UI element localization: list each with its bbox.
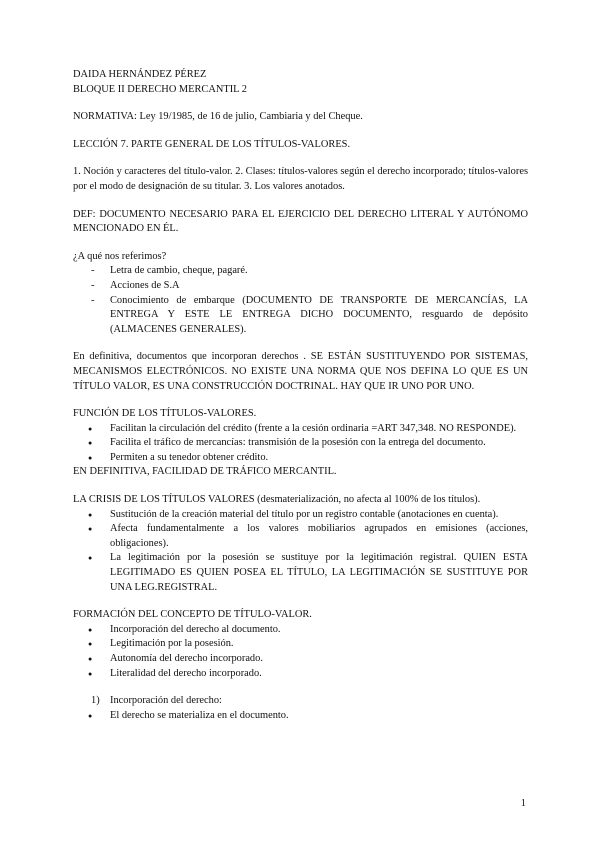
list-item: - Conocimiento de embarque (DOCUMENTO DE TRANSPORTE DE MERCANCÍAS, LA ENTREGA Y ESTE LE ENTREGA DICHO DOCUMENTO, resguardo de depósito (ALMACENES GENERALES). <box>73 294 528 338</box>
document-page <box>73 68 528 723</box>
numbered-label: Incorporación del derecho: <box>110 695 222 707</box>
course-title: BLOQUE II DERECHO MERCANTIL 2 <box>73 83 247 95</box>
author-name: DAIDA HERNÁNDEZ PÉREZ <box>73 69 207 80</box>
list-item: ● Facilita el tráfico de mercancías: transmisión de la posesión con la entrega del documento. <box>73 436 528 451</box>
list-number: 1) <box>91 695 100 707</box>
list-item: ● El derecho se materializa en el documento. <box>73 709 528 724</box>
list-item: ● Incorporación del derecho al documento. <box>73 623 528 638</box>
conclusion-paragraph: En definitiva, documentos que incorporan derechos . SE ESTÁN SUSTITUYENDO POR SISTEMAS, MECANISMOS ELECTRÓNICOS. NO EXISTE UNA NORMA QUE NOS DEFINA LO QUE ES UN TÍTULO VALOR, ES UNA CONSTRUCCIÓN DOCTRINAL. HAY QUE IR UNO POR UNO. <box>73 351 528 392</box>
formacion-list <box>73 623 528 681</box>
list-item: - Acciones de S.A <box>73 279 528 294</box>
question: ¿A qué nos referimos? <box>73 250 167 262</box>
definition: DEF: DOCUMENTO NECESARIO PARA EL EJERCICIO DEL DERECHO LITERAL Y AUTÓNOMO MENCIONADO EN ÉL. <box>73 208 528 235</box>
numbered-sub-list <box>73 709 528 724</box>
crisis-list <box>73 508 528 596</box>
list-item: ● Facilitan la circulación del crédito (frente a la cesión ordinaria =ART 347,348. NO RESPONDE). <box>73 422 528 437</box>
funcion-title: FUNCIÓN DE LOS TÍTULOS-VALORES. <box>73 408 257 420</box>
list-item: ● Sustitución de la creación material del título por un registro contable (anotaciones en cuenta). <box>73 508 528 523</box>
list-item: ● Afecta fundamentalmente a los valores mobiliarios agrupados en emisiones (acciones, obligaciones). <box>73 522 528 551</box>
lesson-summary: 1. Noción y caracteres del título-valor. 2. Clases: títulos-valores según el derecho incorporado; títulos-valores por el modo de designación de su titular. 3. Los valores anotados. <box>73 166 528 192</box>
list-item: ● Literalidad del derecho incorporado. <box>73 667 528 682</box>
list-item: ● Autonomía del derecho incorporado. <box>73 652 528 667</box>
list-item: - Letra de cambio, cheque, pagaré. <box>73 264 528 279</box>
funcion-summary: EN DEFINITIVA, FACILIDAD DE TRÁFICO MERCANTIL. <box>73 466 337 478</box>
formacion-title: FORMACIÓN DEL CONCEPTO DE TÍTULO-VALOR. <box>73 609 312 621</box>
list-item: ● Legitimación por la posesión. <box>73 637 528 652</box>
examples-list <box>73 264 528 337</box>
normativa-line: NORMATIVA: Ley 19/1985, de 16 de julio, Cambiaria y del Cheque. <box>73 111 363 123</box>
funcion-list <box>73 422 528 466</box>
numbered-list <box>73 694 528 709</box>
numbered-item <box>73 694 528 709</box>
page-number: 1 <box>520 798 526 809</box>
crisis-title: LA CRISIS DE LOS TÍTULOS VALORES (desmaterialización, no afecta al 100% de los títulos). <box>73 494 481 506</box>
lesson-title: LECCIÓN 7. PARTE GENERAL DE LOS TÍTULOS-VALORES. <box>73 138 351 150</box>
list-item: ● La legitimación por la posesión se sustituye por la legitimación registral. QUIEN ESTA LEGITIMADO ES QUIEN POSEA EL TÍTULO, LA LEGITIMACIÓN SE SUSTITUYE POR UNA LEG.REGISTRAL. <box>73 551 528 595</box>
list-item: ● Permiten a su tenedor obtener crédito. <box>73 451 528 466</box>
